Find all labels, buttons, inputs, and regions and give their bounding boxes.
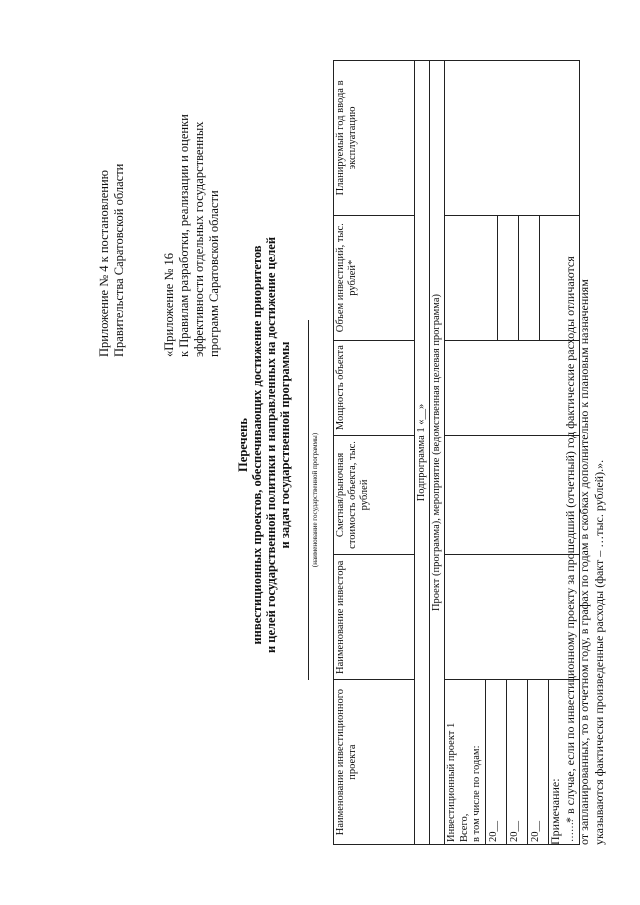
annex16-line-2: к Правилам разработки, реализации и оценки [177,114,191,357]
project-row [430,61,445,845]
project-cell: Проект (программа), мероприятие (ведомственная целевая программа) [430,61,445,845]
row-year-3: 20__ [527,680,548,844]
note-block [548,45,606,845]
row-by-years: в том числе по годам: [471,745,482,842]
annex16-line-4: программ Саратовской области [207,190,221,357]
title-line-3: и целей государственной политики и направленных на достижение целей [264,236,278,654]
title-line-4: и задач государственной программы [278,341,292,549]
subprogram-cell: Подпрограмма 1 «__» [415,61,430,845]
subprogram-row [415,61,430,845]
document-title [236,185,292,705]
annex-line-1: Приложение № 4 к постановлению [97,170,111,357]
annex16-header [162,114,222,357]
header-cost: Сметная/рыночная стоимость объекта, тыс. рублей [334,435,415,555]
row-year-1: 20__ [485,680,506,844]
investment-table [333,60,580,845]
annex16-line-3: эффективности отдельных государственных [192,121,206,357]
note-heading: Примечание: [548,778,562,845]
row-project-1: Инвестиционный проект 1 [446,722,457,842]
annex-line-2: Правительства Саратовской области [112,163,126,357]
note-line-2: от запланированных, то в отчетном году, в графах по годам в скобках дополнительно к плановым назначениям [577,279,591,845]
program-name-line [308,320,309,680]
header-project-name: Наименование инвестиционного проекта [334,680,415,845]
header-investor: Наименование инвестора [334,555,415,680]
annex-header [97,164,127,357]
title-line-1: Перечень [236,418,250,472]
header-capacity: Мощность объекта [334,340,415,435]
header-investment-volume: Объем инвестиций, тыс. рублей* [334,215,415,340]
header-commissioning-year: Планируемый год ввода в эксплуатацию [334,61,415,216]
title-line-2: инвестиционных проектов, обеспечивающих достижение приоритетов [250,245,264,645]
note-line-1: * в случае, если по инвестиционному проекту за прошедший (отчетный) год фактические расходы отличаются [562,256,577,823]
program-caption: (наименование государственной программы) [311,432,319,568]
row-ellipsis: ……. [565,819,576,842]
table-header-row [334,61,415,845]
row-year-2: 20__ [506,680,527,844]
row-total: Всего, [459,813,470,842]
note-line-3: указываются фактически произведенные расходы (факт – …тыс. рублей).». [591,459,606,845]
annex16-line-1: «Приложение № 16 [162,252,176,357]
